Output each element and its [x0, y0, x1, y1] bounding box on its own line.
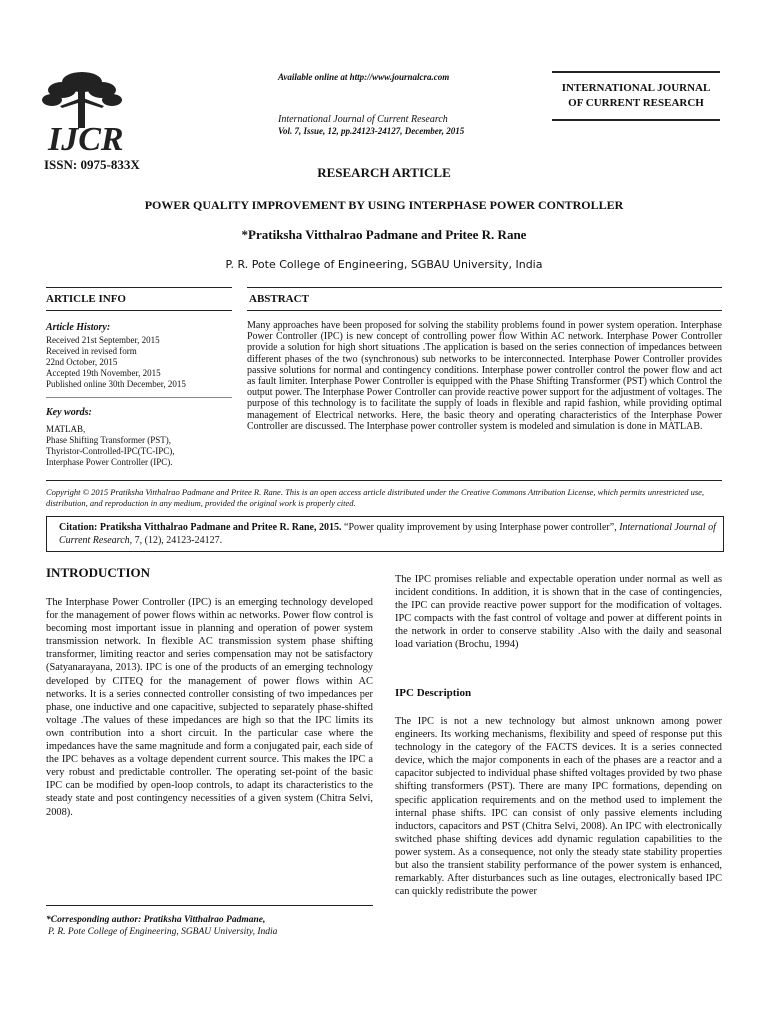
keywords [46, 407, 236, 468]
abstract-text: Many approaches have been proposed for solving the stability problems found in power system operation. Interphase Power Controller (IPC) is new concept of controlling power flow Within AC network. Interphase Power Controller provide a solution for high short situations .The application is based on the series connection of impedances between different phases of the two (synchronous) sub networks to be interconnected. Interphase Power Controller provides passive solutions for normal and contingency conditions. Interphase power controller control the power flow and act as fault limiter. Interphase Power Controller is equipped with the Phase Shifting Transformer (PST) which Control the output power. The Interphase Power Controller can provide reactive power support for the adjustment of voltages. The purpose of this technology is to facilitate the supply of loads in flexible and rapid fashion, while providing optimal management of Electrical networks. Here, the basic theory and operating characteristics of the Interphase Power Controller are discussed. The Interphase power controller system is modeled and simulation is done in MATLAB. [247, 320, 722, 432]
footnote [46, 914, 277, 938]
keyword-item: MATLAB, [46, 424, 86, 434]
journal-box-line2: OF CURRENT RESEARCH [568, 97, 704, 109]
rule-history [46, 397, 232, 398]
ipc-description-heading: IPC Description [395, 687, 472, 699]
issn: ISSN: 0975-833X [44, 157, 140, 172]
article-type: RESEARCH ARTICLE [317, 165, 451, 180]
citation-journal: International Journal of Current Research, [59, 522, 716, 546]
rule-abstract-bottom [247, 310, 722, 311]
citation-box [46, 516, 724, 552]
article-title: POWER QUALITY IMPROVEMENT BY USING INTERPHASE POWER CONTROLLER [144, 198, 624, 212]
logo-lettering: IJCR [48, 121, 124, 158]
rule-copyright [46, 480, 722, 481]
history-item: Received 21st September, 2015 [46, 335, 160, 345]
intro-heading: INTRODUCTION [46, 565, 151, 580]
citation-tail: 7, (12), 24123-24127. [132, 535, 223, 546]
footnote-author: *Corresponding author: Pratiksha Vitthalrao Padmane, [46, 915, 266, 925]
article-authors: *Pratiksha Vitthalrao Padmane and Pritee R. Rane [241, 227, 527, 242]
citation-quote: “Power quality improvement by using Interphase power controller”, [341, 522, 620, 533]
intro-paragraph: The Interphase Power Controller (IPC) is an emerging technology developed for the management of power flows within ac networks. Power flow control is becoming most important issue in planning and operation of power system transmission network. In flexible AC transmission system phase shifting transformer, limiting reactor and series compensation may not be satisfactory (Satyanarayana, 2013). IPC is one of the products of an emerging technology developed by CITEQ for the management of power flows within AC networks. It is a series connected controller consisting of two impedances per phase, one inductive and one capacitive, subjected to separately phase-shifted voltage .The values of these impedances are high so that the IPC limits its own contribution into a short circuit. In the particular case where the impedances have the same magnitude and form a conjugated pair, each side of the IPC behaves as a voltage dependent current source. This makes the IPC a very robust and predictable controller. The operating set-point of the basic IPC can be modified by open-loop controls, to adapt its characteristics to the steady state and post contingency necessities of a given system (Chitra Selvi, 2008). [46, 597, 373, 818]
keywords-heading: Key words: [46, 407, 92, 418]
right-paragraph-1: The IPC promises reliable and expectable operation under normal as well as incident conditions. In addition, it is shown that in the case of contingencies, the IPC can provide reactive power support for the modification of voltages. IPC compacts with the fast control of voltage and power at different points in the network in order to conserve stability .Also with the daily and seasonal load variation (Brochu, 1994) [395, 574, 722, 651]
keyword-item: Interphase Power Controller (IPC). [46, 457, 173, 467]
journal-box [552, 71, 720, 121]
article-info-heading: ARTICLE INFO [46, 293, 126, 305]
copyright-notice: Copyright © 2015 Pratiksha Vitthalrao Padmane and Pritee R. Rane. This is an open access article distributed under the Creative Commons Attribution License, which permits unrestricted use, distribution, and reproduction in any medium, provided the original work is properly cited. [46, 487, 705, 508]
keyword-item: Phase Shifting Transformer (PST), [46, 435, 172, 445]
right-paragraph-2: The IPC is not a new technology but almost unknown among power engineers. Its working mechanisms, flexibility and speed of response put this technology in the category of the FACTS devices. It is a series connected device, which the major components in each of the phases are a reactor and a capacitor subjected to individual phase shifted voltages provided by two phase shifting transformers (PST). There are many IPC formations, depending on specific application requirements and on the method used to implement the internal phase shifts. IPC can consist of only passive elements including inductors, capacitors and PST (Chitra Selvi, 2008). An IPC with electronically switched phase shifting devices add dynamic regulation capabilities to the power system. As a consequence, not only the steady state stability properties but also the transient stability performance of the power system is enhanced, remarkably. After disturbances such as line outages, electronically based IPC can quickly redistribute the power [395, 716, 722, 898]
journal-box-line1: INTERNATIONAL JOURNAL [561, 82, 711, 94]
history-item: Received in revised form [46, 346, 137, 356]
keyword-item: Thyristor-Controlled-IPC(TC-IPC), [46, 446, 175, 456]
history-heading: Article History: [46, 322, 111, 333]
journal-logo [32, 68, 132, 158]
abstract-heading: ABSTRACT [249, 293, 309, 305]
volume-line: Vol. 7, Issue, 12, pp.24123-24127, December, 2015 [278, 126, 465, 136]
history-item: 22nd October, 2015 [46, 357, 118, 367]
article-history [46, 322, 236, 390]
citation-label: Citation: Pratiksha Vitthalrao Padmane and Pritee R. Rane, 2015. [59, 522, 342, 533]
available-online: Available online at http://www.journalcra.com [278, 72, 450, 82]
rule-info-bottom [46, 310, 232, 311]
rule-info-top [46, 287, 232, 288]
footnote-affiliation: P. R. Pote College of Engineering, SGBAU University, India [48, 927, 278, 937]
article-affiliation: P. R. Pote College of Engineering, SGBAU University, India [225, 258, 543, 271]
history-item: Accepted 19th November, 2015 [46, 368, 161, 378]
footnote-rule [46, 905, 373, 906]
journal-name: International Journal of Current Research [278, 114, 448, 125]
rule-abstract-top [247, 287, 722, 288]
history-item: Published online 30th December, 2015 [46, 379, 186, 389]
